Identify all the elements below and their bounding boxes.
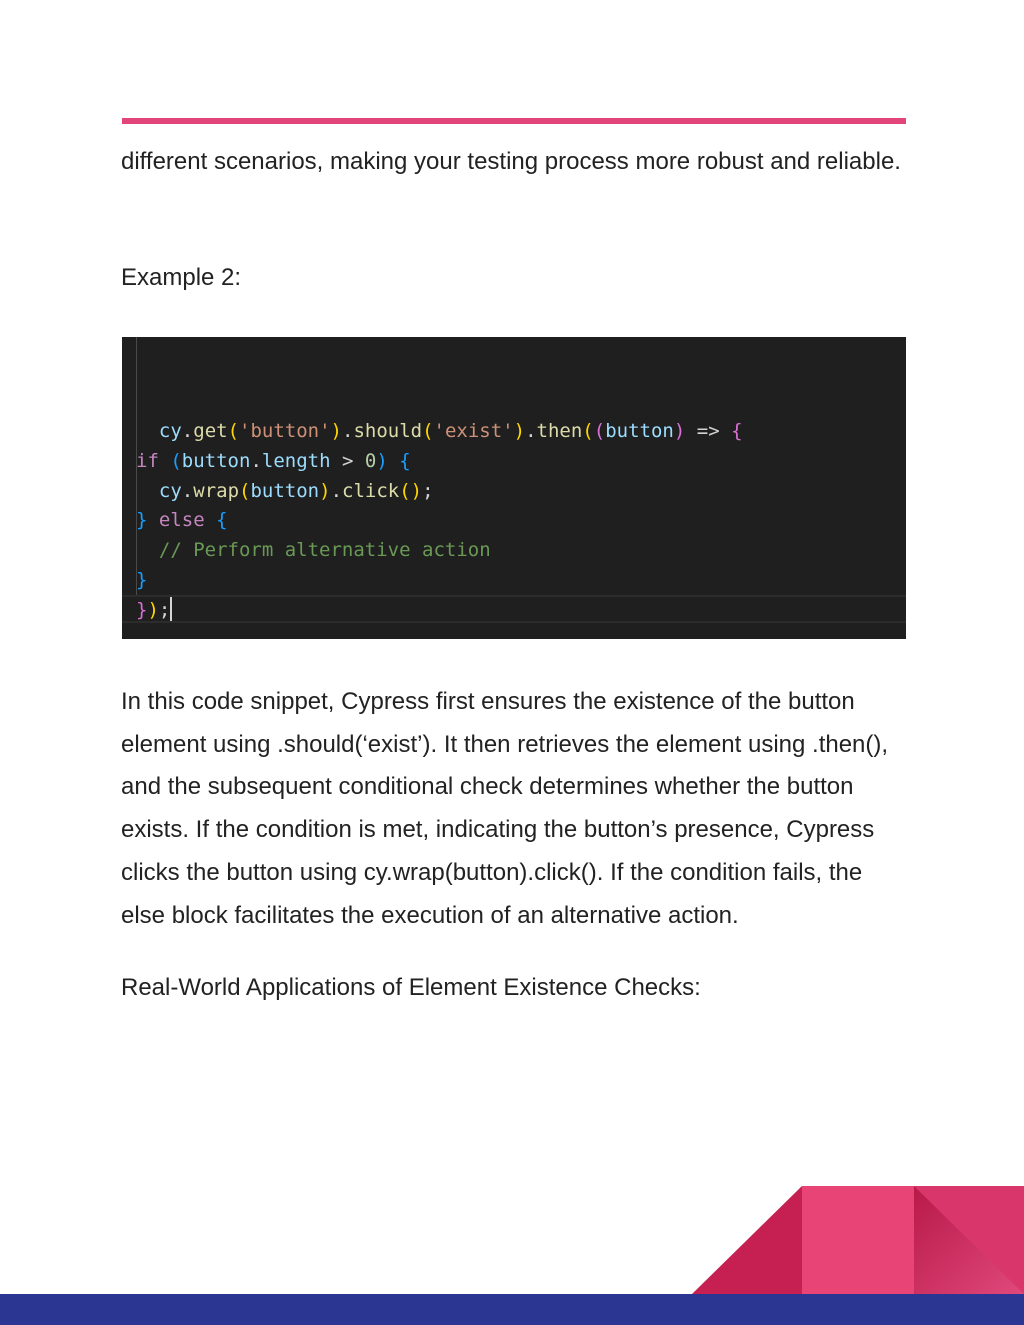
code-line: if (button.length > 0) { <box>136 449 411 472</box>
code-line: } else { <box>136 509 228 532</box>
crimson-triangle-shape <box>692 1186 802 1294</box>
footer-navy-bar <box>0 1294 1024 1325</box>
code-line: } <box>136 568 148 591</box>
pink-square-shape <box>802 1186 914 1294</box>
explanation-paragraph: In this code snippet, Cypress first ensures the existence of the button element using .should(‘exist’). It then retrieves the element using .then(), and the subsequent conditional check determines whether the button exists. If the condition is met, indicating the button’s presence, Cypress clicks the button using cy.wrap(button).click(). If the condition fails, the else block facilitates the execution of an alternative action. <box>121 688 889 929</box>
example-heading: Example 2: <box>121 264 242 291</box>
code-line: cy.wrap(button).click(); <box>158 479 434 502</box>
code-line: // Perform alternative action <box>158 539 491 562</box>
paragraph-continuation: different scenarios, making your testing process more robust and reliable. <box>121 148 901 175</box>
section-heading: Real-World Applications of Element Existence Checks: <box>121 974 701 1001</box>
code-line: cy.get('button').should('exist').then((button) => { <box>158 420 743 442</box>
code-line: }); <box>136 598 171 621</box>
